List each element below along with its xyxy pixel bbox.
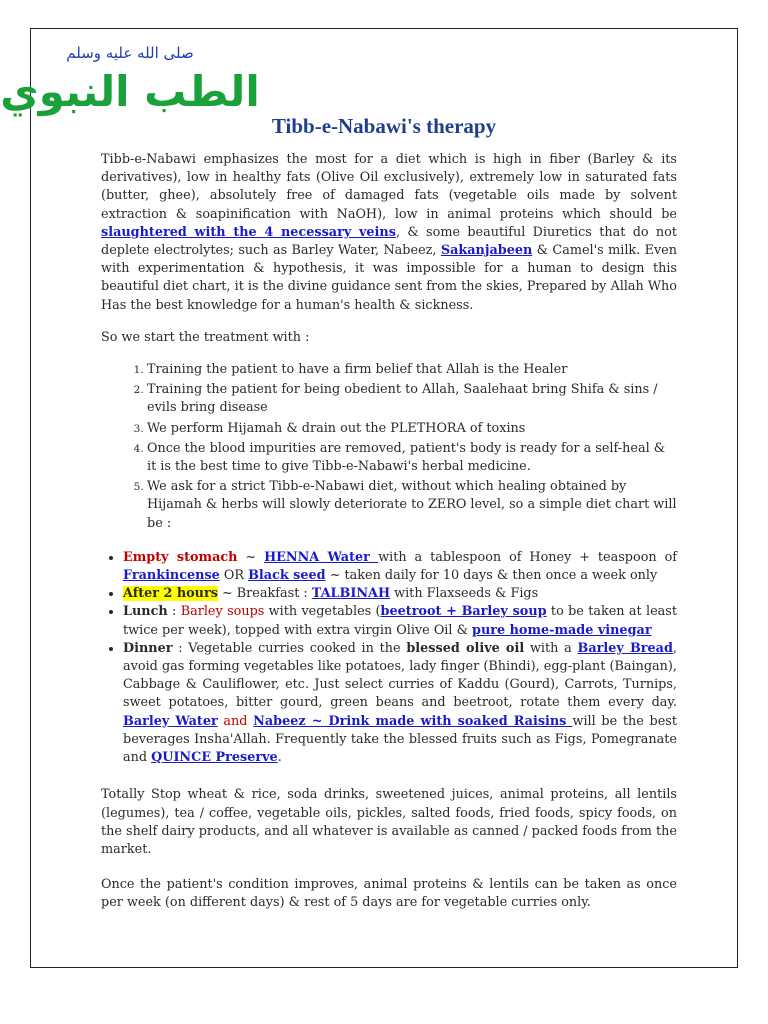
diet-item-after-2-hours: • After 2 hours ~ Breakfast : TALBINAH with Flaxseeds & Figs	[123, 585, 677, 603]
link-slaughtered-veins[interactable]: slaughtered with the 4 necessary veins	[101, 224, 396, 240]
link-sakanjabeen[interactable]: Sakanjabeen	[440, 243, 533, 259]
treatment-step: 3. We perform Hijamah & drain out the PLETHORA of toxins	[147, 420, 677, 438]
tibb-e-nabawi-logo	[0, 36, 260, 122]
treatment-step: 5. We ask for a strict Tibb-e-Nabawi diet, without which healing obtained by Hijamah & herbs will slowly deteriorate to ZERO level, so a simple diet chart will be :	[147, 478, 677, 533]
link-frankincense[interactable]: Frankincense	[123, 568, 220, 584]
logo-arabic-salutation: صلى الله عليه وسلم	[66, 44, 194, 62]
document-body	[101, 151, 677, 913]
link-nabeez-raisins[interactable]: Nabeez ~ Drink made with soaked Raisins	[253, 713, 573, 729]
treatment-step: 1. Training the patient to have a firm belief that Allah is the Healer	[147, 361, 677, 379]
intro-paragraph: Tibb-e-Nabawi emphasizes the most for a diet which is high in fiber (Barley & its derivatives), low in healthy fats (Olive Oil exclusively), extremely low in saturated fats (butter, ghee), absolutely free of damaged fats (vegetable oils made by solvent extraction & soapinification with NaOH), low in animal proteins which should be slaughtered with the 4 necessary veins, & some beautiful Diuretics that do not deplete electrolytes; such as Barley Water, Nabeez, Sakanjabeen & Camel's milk. Even with experimentation & hypothesis, it was impossible for a human to design this beautiful diet chart, it is the divine guidance sent from the skies, Prepared by Allah Who Has the best knowledge for a human's health & sickness.	[101, 152, 678, 313]
link-black-seed[interactable]: Black seed	[248, 568, 326, 584]
treatment-step: 4. Once the blood impurities are removed, patient's body is ready for a self-heal & it is the best time to give Tibb-e-Nabawi's herbal medicine.	[147, 440, 677, 476]
diet-item-lunch: • Lunch : Barley soups with vegetables (beetroot + Barley soup to be taken at least twice per week), topped with extra virgin Olive Oil & pure home-made vinegar	[123, 603, 677, 639]
diet-item-empty-stomach: • Empty stomach ~ HENNA Water with a tablespoon of Honey + teaspoon of Frankincense OR Black seed ~ taken daily for 10 days & then once a week only	[123, 549, 677, 585]
treatment-steps-list	[101, 361, 677, 533]
treatment-intro-line: So we start the treatment with :	[101, 329, 310, 345]
treatment-step: 2. Training the patient for being obedient to Allah, Saalehaat bring Shifa & sins / evils bring disease	[147, 381, 677, 417]
link-beetroot-barley-soup[interactable]: beetroot + Barley soup	[380, 604, 547, 620]
link-henna-water[interactable]: HENNA Water	[264, 549, 379, 565]
final-paragraph: Once the patient's condition improves, animal proteins & lentils can be taken as once per week (on different days) & rest of 5 days are for vegetable curries only.	[101, 877, 677, 911]
link-barley-water[interactable]: Barley Water	[123, 713, 218, 729]
stop-foods-paragraph: Totally Stop wheat & rice, soda drinks, sweetened juices, animal proteins, all lentils (legumes), tea / coffee, vegetable oils, pickles, salted foods, fried foods, spicy foods, on the shelf dairy products, and all whatever is available as canned / packed foods from the market.	[101, 787, 677, 857]
link-talbinah[interactable]: TALBINAH	[311, 586, 391, 602]
page-title: Tibb-e-Nabawi's therapy	[271, 114, 497, 138]
link-home-made-vinegar[interactable]: pure home-made vinegar	[472, 622, 652, 638]
logo-arabic-title: الطب النبوي	[0, 67, 260, 116]
link-quince-preserve[interactable]: QUINCE Preserve	[151, 750, 278, 766]
link-barley-bread[interactable]: Barley Bread	[577, 640, 673, 656]
diet-chart-list	[101, 549, 677, 767]
diet-item-dinner: • Dinner : Vegetable curries cooked in the blessed olive oil with a Barley Bread, avoid gas forming vegetables like potatoes, lady finger (Bhindi), egg-plant (Baingan), Cabbage & Cauliflower, etc. Just select curries of Kaddu (Gourd), Carrots, Turnips, sweet potatoes, bitter gourd, green beans and beetroot, rotate them every day. Barley Water and Nabeez ~ Drink made with soaked Raisins will be the best beverages Insha'Allah. Frequently take the blessed fruits such as Figs, Pomegranate and QUINCE Preserve.	[123, 640, 677, 767]
